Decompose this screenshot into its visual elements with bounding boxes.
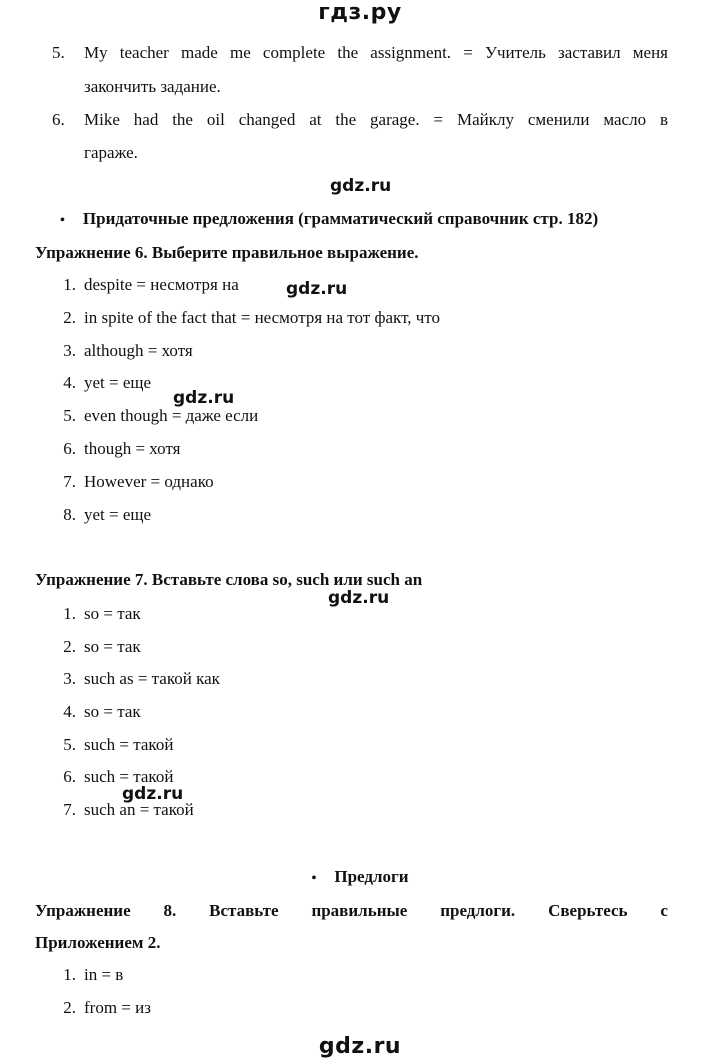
list-item: [52, 997, 151, 1019]
title-word: Упражнение: [35, 901, 131, 920]
item-text: although = хотя: [84, 341, 193, 360]
item-text: so = так: [84, 637, 141, 656]
title-word: Сверьтесь: [548, 901, 628, 920]
list-item: [52, 636, 141, 658]
list-item: [52, 603, 141, 625]
item-text: My teacher made me complete the assignment. = Учитель заставил меня: [84, 43, 668, 62]
item-number: 7.: [63, 800, 76, 819]
intro-item-6-continuation: гараже.: [84, 143, 138, 162]
item-number: 3.: [63, 341, 76, 360]
section-prepositions-heading: [0, 866, 720, 890]
item-text: from = из: [84, 998, 151, 1017]
list-item: [52, 274, 239, 296]
list-item: [52, 504, 151, 526]
item-text: even though = даже если: [84, 406, 259, 425]
item-text: in spite of the fact that = несмотря на тот факт, что: [84, 308, 440, 327]
exercise6-title: Упражнение 6. Выберите правильное выражение.: [35, 243, 419, 262]
intro-item-5-continuation: закончить задание.: [84, 77, 221, 96]
item-number: 6.: [63, 767, 76, 786]
exercise8-title-continuation: Приложением 2.: [35, 933, 161, 952]
item-text: such = такой: [84, 735, 174, 754]
bullet-icon: •: [311, 871, 317, 886]
intro-item-5: [52, 42, 668, 64]
item-number: 1.: [63, 965, 76, 984]
item-number: 6.: [63, 439, 76, 458]
item-number: 3.: [63, 669, 76, 688]
item-text: such as = такой как: [84, 669, 220, 688]
watermark: gdz.ru: [122, 784, 184, 804]
footer-watermark: gdz.ru: [318, 1034, 402, 1059]
item-text: such = такой: [84, 767, 174, 786]
item-number: 4.: [63, 702, 76, 721]
section-clauses-heading: [60, 208, 598, 232]
item-text: despite = несмотря на: [84, 275, 239, 294]
watermark: gdz.ru: [286, 279, 348, 299]
bullet-icon: •: [60, 213, 65, 228]
item-number: 2.: [63, 637, 76, 656]
list-item: [52, 405, 258, 427]
exercise8-title: [35, 900, 668, 922]
list-item: [52, 668, 220, 690]
list-item: [52, 438, 180, 460]
item-number: 7.: [63, 472, 76, 491]
item-text: Mike had the oil changed at the garage. = Майклу сменили масло в: [84, 110, 668, 129]
item-text: yet = еще: [84, 373, 152, 392]
title-word: Вставьте: [209, 901, 279, 920]
list-item: [52, 964, 123, 986]
title-word: правильные: [311, 901, 408, 920]
item-number: 5.: [63, 406, 76, 425]
item-text: such an = такой: [84, 800, 194, 819]
item-number: 2.: [63, 998, 76, 1017]
item-number: 8.: [63, 505, 76, 524]
list-item: [52, 799, 194, 821]
list-item: [52, 701, 141, 723]
item-text: yet = еще: [84, 505, 152, 524]
title-word: предлоги.: [440, 901, 516, 920]
item-text: though = хотя: [84, 439, 181, 458]
item-text: so = так: [84, 604, 141, 623]
site-logo[interactable]: гдз.ру: [318, 0, 402, 25]
item-number: 4.: [63, 373, 76, 392]
section-title: Предлоги: [334, 867, 409, 886]
title-word: 8.: [163, 901, 177, 920]
list-item: [52, 372, 151, 394]
item-text: However = однако: [84, 472, 214, 491]
item-number: 2.: [63, 308, 76, 327]
item-number: 1.: [63, 604, 76, 623]
list-item: [52, 734, 173, 756]
list-item: [52, 307, 440, 329]
item-number: 6.: [52, 110, 65, 129]
exercise7-title: Упражнение 7. Вставьте слова so, such или such an: [35, 570, 423, 589]
list-item: [52, 471, 214, 493]
title-word: с: [660, 901, 668, 920]
item-text: so = так: [84, 702, 141, 721]
watermark: gdz.ru: [173, 388, 235, 408]
section-title: Придаточные предложения (грамматический справочник стр. 182): [82, 209, 599, 228]
item-text: in = в: [84, 965, 124, 984]
item-number: 1.: [63, 275, 76, 294]
intro-item-6: [52, 109, 668, 131]
watermark: gdz.ru: [330, 176, 392, 196]
item-number: 5.: [63, 735, 76, 754]
watermark: gdz.ru: [328, 588, 390, 608]
list-item: [52, 340, 193, 362]
item-number: 5.: [52, 43, 65, 62]
